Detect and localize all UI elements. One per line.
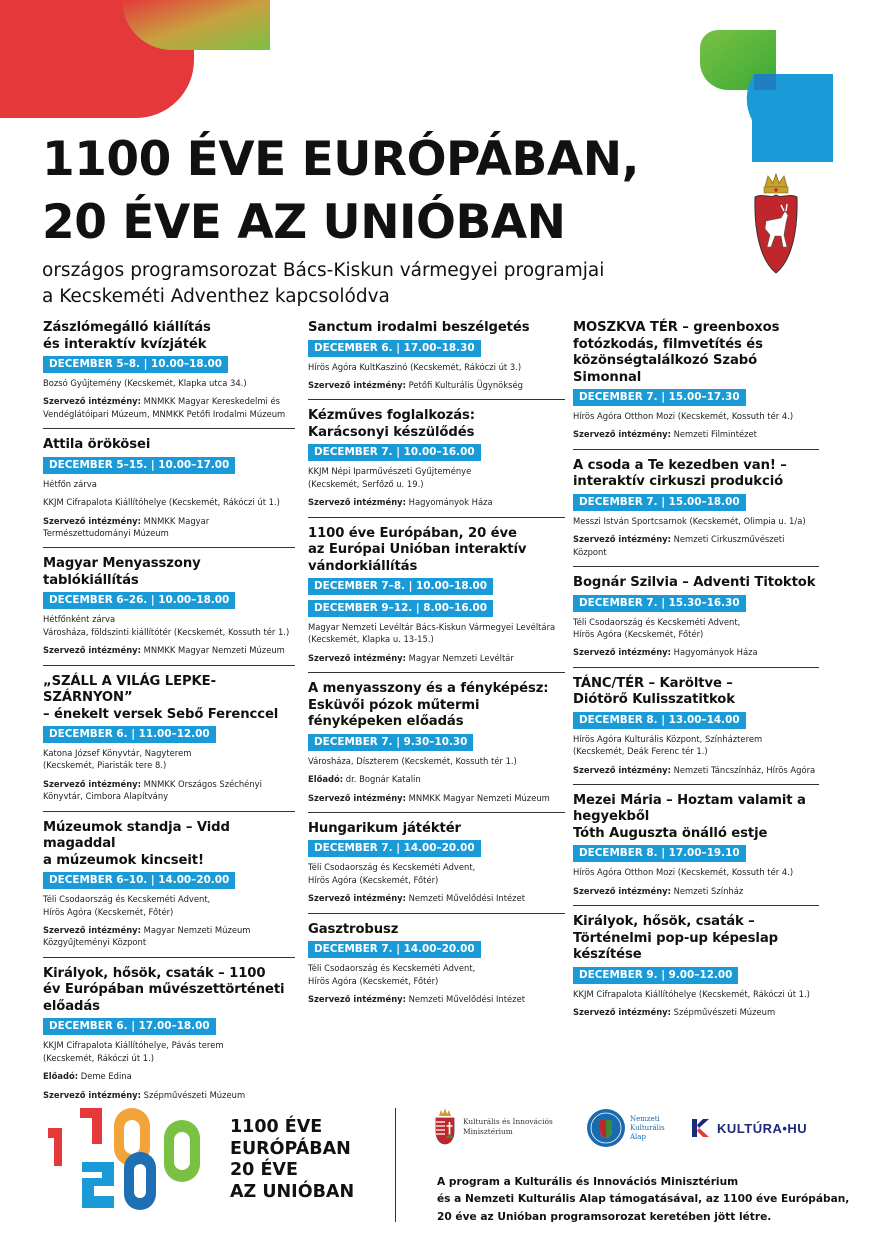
event-item — [43, 320, 295, 429]
event-venue: Hírös Agóra Otthon Mozi (Kecskemét, Kossuth tér 4.) — [573, 867, 794, 878]
event-title: Királyok, hősök, csaták – Történelmi pop-up képeslap készítése — [573, 914, 778, 963]
organizer-value: Hagyományok Háza — [673, 647, 758, 658]
organizer-label: Szervező intézmény: — [43, 645, 141, 656]
subtitle-line-1: országos programsorozat Bács-Kiskun vármegyei programjai — [42, 260, 605, 281]
event-organizer — [308, 892, 565, 904]
kecskemet-crest-icon — [751, 173, 801, 277]
date-badge: DECEMBER 7. | 15.30–16.30 — [573, 595, 746, 612]
organizer-label: Szervező intézmény: — [308, 497, 406, 508]
title-line-2: 20 ÉVE AZ UNIÓBAN — [42, 195, 566, 250]
event-item — [308, 681, 565, 813]
program-column-3 — [573, 320, 819, 1035]
event-organizer — [573, 1006, 819, 1018]
nka-name: Nemzeti Kulturális Alap — [630, 1114, 665, 1141]
date-badge: DECEMBER 7. | 15.00–18.00 — [573, 494, 746, 511]
nka-logo — [586, 1108, 665, 1148]
event-title: Hungarikum játéktér — [308, 820, 461, 836]
event-venue: Városháza, Díszterem (Kecskemét, Kossuth tér 1.) — [308, 755, 517, 766]
date-badge: DECEMBER 6–10. | 14.00–20.00 — [43, 872, 235, 889]
event-venue: Hírös Agóra Otthon Mozi (Kecskemét, Kossuth tér 4.) — [573, 411, 794, 421]
event-title: Kézműves foglalkozás: Karácsonyi készülődés — [308, 408, 475, 440]
support-statement: A program a Kulturális és Innovációs Minisztérium és a Nemzeti Kulturális Alap támogatásával, az 1100 éve Európában, 20 éve az Unióban programsorozat keretében jött létre. — [437, 1176, 850, 1223]
organizer-label: Szervező intézmény: — [308, 893, 406, 904]
organizer-value: MNMKK Magyar Nemzeti Múzeum — [408, 792, 550, 803]
organizer-value: Nemzeti Cirkuszművészeti Központ — [573, 534, 785, 557]
event-organizer — [573, 428, 819, 440]
event-organizer — [308, 993, 565, 1005]
event-item — [573, 914, 819, 1026]
decor-top-left — [0, 0, 272, 118]
campaign-text: 1100 ÉVE EURÓPÁBAN 20 ÉVE AZ UNIÓBAN — [230, 1117, 355, 1202]
event-organizer — [43, 515, 295, 540]
date-badge: DECEMBER 8. | 17.00–19.10 — [573, 845, 746, 862]
event-title: MOSZKVA TÉR – greenboxos fotózkodás, filmvetítés és közönségtalálkozó Szabó Simonnal — [573, 320, 780, 385]
program-column-1 — [43, 320, 295, 1117]
event-item — [308, 526, 565, 674]
event-venue: Téli Csodaország és Kecskeméti Advent, Hírös Agóra (Kecskemét, Főtér) — [573, 616, 741, 639]
event-organizer — [308, 496, 565, 508]
event-title: Bognár Szilvia – Adventi Titoktok — [573, 575, 816, 591]
page-title — [42, 128, 639, 254]
date-badge: DECEMBER 7. | 10.00–16.00 — [308, 444, 481, 461]
decor-top-right — [698, 30, 833, 165]
event-title: Királyok, hősök, csaták – 1100 év Európában művészettörténeti előadás — [43, 965, 285, 1014]
event-venue: Hétfőnként zárva Városháza, földszinti kiállítótér (Kecskemét, Kossuth tér 1.) — [43, 614, 290, 637]
date-badge: DECEMBER 7. | 14.00–20.00 — [308, 941, 481, 958]
title-line-1: 1100 ÉVE EURÓPÁBAN, — [42, 132, 639, 187]
date-badge: DECEMBER 7. | 9.30–10.30 — [308, 734, 473, 751]
organizer-value: MNMKK Magyar Természettudományi Múzeum — [43, 515, 210, 538]
organizer-label: Szervező intézmény: — [308, 652, 406, 663]
event-item — [573, 793, 819, 906]
presenter-label: Előadó: — [43, 1071, 79, 1082]
presenter-value: Deme Edina — [80, 1071, 132, 1082]
event-organizer — [573, 646, 819, 658]
date-badge: DECEMBER 9. | 9.00–12.00 — [573, 967, 738, 984]
organizer-label: Szervező intézmény: — [573, 764, 671, 775]
event-title: Gasztrobusz — [308, 921, 399, 937]
organizer-label: Szervező intézmény: — [43, 1089, 141, 1100]
date-badge: DECEMBER 6. | 17.00–18.30 — [308, 340, 481, 357]
hungarian-coat-of-arms-icon — [434, 1108, 456, 1146]
organizer-value: Nemzeti Filmintézet — [673, 429, 757, 440]
event-title: Múzeumok standja – Vidd magaddal a múzeumok kincseit! — [43, 819, 230, 868]
kultura-k-icon — [690, 1117, 712, 1139]
event-title: A menyasszony és a fényképész: Esküvői pózok műtermi fényképeken előadás — [308, 681, 549, 730]
event-venue: Hírös Agóra Kulturális Központ, Színházterem (Kecskemét, Deák Ferenc tér 1.) — [573, 733, 763, 757]
organizer-label: Szervező intézmény: — [573, 1007, 671, 1018]
date-badge: DECEMBER 7. | 14.00–20.00 — [308, 840, 481, 857]
event-title: TÁNC/TÉR – Karöltve – Diótörő Kulisszatitkok — [573, 675, 735, 708]
event-organizer — [573, 533, 819, 558]
event-venue: KKJM Cifrapalota Kiállítóhelye (Kecskemét, Rákóczi út 1.) — [43, 497, 280, 508]
event-venue: Messzi István Sportcsarnok (Kecskemét, Olimpia u. 1/a) — [573, 515, 806, 526]
date-badge: DECEMBER 8. | 13.00–14.00 — [573, 712, 746, 729]
ministry-logo — [434, 1108, 553, 1146]
organizer-label: Szervező intézmény: — [43, 925, 141, 935]
event-item — [43, 556, 295, 665]
organizer-value: Nemzeti Színház — [673, 885, 744, 896]
organizer-label: Szervező intézmény: — [573, 647, 671, 658]
organizer-value: Magyar Nemzeti Múzeum Közgyűjteményi Központ — [43, 925, 251, 948]
date-badge: DECEMBER 6. | 11.00–12.00 — [43, 726, 216, 743]
event-organizer — [43, 924, 295, 949]
event-organizer — [43, 778, 295, 803]
organizer-value: Nemzeti Művelődési Intézet — [408, 893, 525, 904]
event-title: Attila örökösei — [43, 437, 151, 453]
subtitle-line-2: a Kecskeméti Adventhez kapcsolódva — [42, 286, 390, 307]
event-item — [308, 821, 565, 914]
organizer-value: Szépművészeti Múzeum — [143, 1089, 246, 1100]
organizer-value: Magyar Nemzeti Levéltár — [408, 652, 514, 663]
event-title: Mezei Mária – Hoztam valamit a hegyekből Tóth Auguszta önálló estje — [573, 792, 806, 841]
program-column-2 — [308, 320, 565, 1021]
kultura-hu-logo — [690, 1117, 807, 1139]
event-item — [308, 320, 565, 400]
event-item — [573, 676, 819, 785]
organizer-value: Hagyományok Háza — [408, 497, 493, 508]
date-badge: DECEMBER 5–15. | 10.00–17.00 — [43, 457, 235, 474]
date-badge: DECEMBER 6–26. | 10.00–18.00 — [43, 592, 235, 609]
event-title: „SZÁLL A VILÁG LEPKE-SZÁRNYON” – énekelt versek Sebő Ferenccel — [43, 673, 279, 722]
date-badge: DECEMBER 7. | 15.00–17.30 — [573, 389, 746, 406]
event-item — [308, 408, 565, 517]
event-item — [573, 458, 819, 567]
event-note: Hétfőn zárva — [43, 478, 97, 489]
event-title: A csoda a Te kezedben van! – interaktív cirkuszi produkció — [573, 457, 787, 490]
event-item — [573, 320, 819, 450]
organizer-label: Szervező intézmény: — [573, 534, 671, 545]
event-presenter — [308, 773, 565, 785]
event-organizer — [573, 764, 819, 776]
organizer-value: Szépművészeti Múzeum — [673, 1007, 776, 1018]
organizer-value: MNMKK Magyar Nemzeti Múzeum — [143, 645, 285, 656]
event-venue: KKJM Cifrapalota Kiállítóhelye (Kecskemét, Rákóczi út 1.) — [573, 988, 810, 999]
event-venue: Katona József Könyvtár, Nagyterem (Kecskemét, Piaristák tere 8.) — [43, 748, 192, 771]
ministry-name: Kulturális és Innovációs Minisztérium — [463, 1117, 553, 1136]
event-title: 1100 éve Európában, 20 éve az Európai Unióban interaktív vándorkiállítás — [308, 525, 527, 574]
organizer-value: Nemzeti Táncszínház, Hírös Agóra — [673, 764, 816, 775]
date-badge: DECEMBER 7–8. | 10.00–18.00 — [308, 578, 493, 595]
presenter-label: Előadó: — [308, 774, 344, 785]
date-badge: DECEMBER 6. | 17.00–18.00 — [43, 1018, 216, 1035]
page-subtitle — [42, 258, 604, 310]
event-venue: KKJM Cifrapalota Kiállítóhelye, Pávás terem (Kecskemét, Rákóczi út 1.) — [43, 1040, 224, 1063]
event-item — [43, 674, 295, 812]
event-organizer — [43, 395, 295, 420]
event-item — [308, 922, 565, 1014]
event-venue: Téli Csodaország és Kecskeméti Advent, Hírös Agóra (Kecskemét, Főtér) — [43, 894, 211, 917]
event-organizer — [573, 885, 819, 897]
event-venue: Hírös Agóra KultKaszinó (Kecskemét, Rákóczi út 3.) — [308, 361, 522, 372]
event-organizer — [43, 1089, 295, 1101]
campaign-1100-20-logo — [40, 1104, 218, 1216]
event-title: Zászlómegálló kiállítás és interaktív kvízjáték — [43, 320, 211, 352]
event-title: Magyar Menyasszony tablókiállítás — [43, 556, 201, 588]
nka-seal-icon — [586, 1108, 626, 1148]
event-organizer — [308, 379, 565, 391]
event-item — [43, 966, 295, 1109]
organizer-label: Szervező intézmény: — [573, 885, 671, 896]
event-presenter — [43, 1070, 295, 1082]
organizer-label: Szervező intézmény: — [573, 429, 671, 440]
presenter-value: dr. Bognár Katalin — [345, 774, 421, 785]
event-venue: Téli Csodaország és Kecskeméti Advent, Hírös Agóra (Kecskemét, Főtér) — [308, 963, 476, 986]
organizer-label: Szervező intézmény: — [308, 379, 406, 390]
organizer-value: MNMKK Országos Széchényi Könyvtár, Cimbora Alapítvány — [43, 778, 262, 802]
organizer-value: Petőfi Kulturális Ügynökség — [408, 379, 523, 390]
event-item — [43, 437, 295, 548]
event-organizer — [308, 652, 565, 664]
organizer-label: Szervező intézmény: — [308, 994, 406, 1004]
date-badge: DECEMBER 9–12. | 8.00–16.00 — [308, 600, 493, 617]
date-badge: DECEMBER 5–8. | 10.00–18.00 — [43, 356, 228, 373]
organizer-label: Szervező intézmény: — [43, 515, 141, 526]
event-item — [573, 575, 819, 668]
event-organizer — [43, 644, 295, 656]
footer-divider — [395, 1108, 396, 1222]
organizer-value: Nemzeti Művelődési Intézet — [408, 994, 525, 1004]
event-item — [43, 820, 295, 958]
organizer-label: Szervező intézmény: — [308, 792, 406, 803]
event-venue: Téli Csodaország és Kecskeméti Advent, Hírös Agóra (Kecskemét, Főtér) — [308, 862, 476, 885]
event-title: Sanctum irodalmi beszélgetés — [308, 320, 530, 335]
event-organizer — [308, 792, 565, 804]
organizer-label: Szervező intézmény: — [43, 778, 141, 789]
event-venue: Bozsó Gyűjtemény (Kecskemét, Klapka utca 34.) — [43, 378, 247, 388]
organizer-value: MNMKK Magyar Kereskedelmi és Vendéglátóipari Múzeum, MNMKK Petőfi Irodalmi Múzeum — [43, 396, 286, 419]
kultura-hu-name: KULTÚRA•HU — [717, 1120, 808, 1136]
event-venue: KKJM Népi Iparművészeti Gyűjteménye (Kecskemét, Serfőző u. 19.) — [308, 466, 472, 489]
event-venue: Magyar Nemzeti Levéltár Bács-Kiskun Vármegyei Levéltára (Kecskemét, Klapka u. 13-15.) — [308, 622, 556, 645]
organizer-label: Szervező intézmény: — [43, 396, 141, 407]
